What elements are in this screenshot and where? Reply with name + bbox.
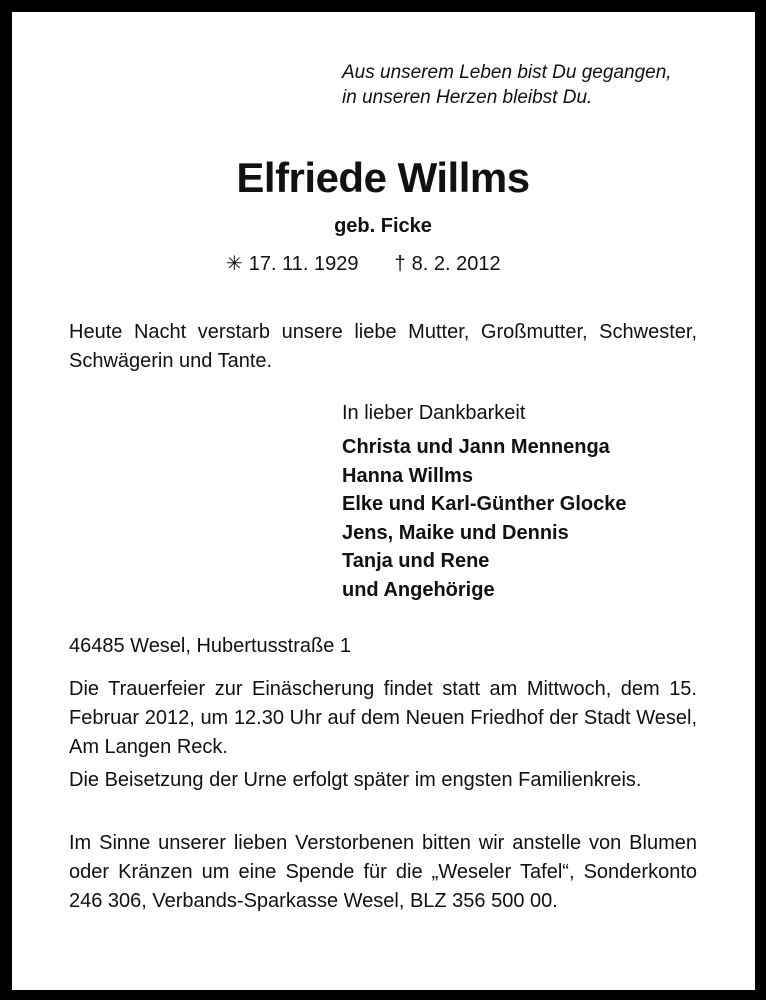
- mourner-name: Tanja und Rene: [342, 550, 490, 573]
- mourners-list: [342, 433, 627, 605]
- burial-text: Die Beisetzung der Urne erfolgt später im engsten Familienkreis.: [69, 769, 642, 791]
- poem-line: Aus unserem Leben bist Du gegangen,: [342, 62, 672, 83]
- birth-date: 17. 11. 1929: [248, 253, 359, 275]
- mourner-name: Christa und Jann Mennenga: [342, 436, 610, 458]
- mourner-name: Jens, Maike und Dennis: [342, 521, 569, 544]
- maiden-name: geb. Ficke: [334, 215, 432, 237]
- intro-text: Heute Nacht verstarb unsere liebe Mutter, Großmutter, Schwester, Schwägerin und Tante.: [69, 321, 697, 372]
- address: 46485 Wesel, Hubertusstraße 1: [69, 635, 352, 657]
- birth-star-icon: ✳: [226, 253, 243, 275]
- funeral-text: Die Trauerfeier zur Einäscherung findet statt am Mittwoch, dem 15. Februar 2012, um 12.30 Uhr auf dem Neuen Friedhof der Stadt Wesel, Am Langen Reck.: [69, 678, 697, 758]
- death-date: 8. 2. 2012: [411, 253, 501, 275]
- life-dates: [226, 251, 501, 277]
- death-cross-icon: †: [394, 253, 406, 275]
- mourner-name: Hanna Willms: [342, 464, 473, 487]
- mourner-name: und Angehörige: [342, 578, 495, 601]
- poem-line: in unseren Herzen bleibst Du.: [342, 87, 593, 108]
- donation-text: Im Sinne unserer lieben Verstorbenen bitten wir anstelle von Blumen oder Kränzen um eine Spende für die „Weseler Tafel“, Sonderkonto 246 306, Verbands-Sparkasse Wesel, BLZ 356 500 00.: [69, 832, 697, 912]
- poem: [342, 60, 672, 110]
- thanks-line: In lieber Dankbarkeit: [342, 402, 526, 424]
- deceased-name: Elfriede Willms: [236, 154, 530, 201]
- mourner-name: Elke und Karl-Günther Glocke: [342, 493, 627, 516]
